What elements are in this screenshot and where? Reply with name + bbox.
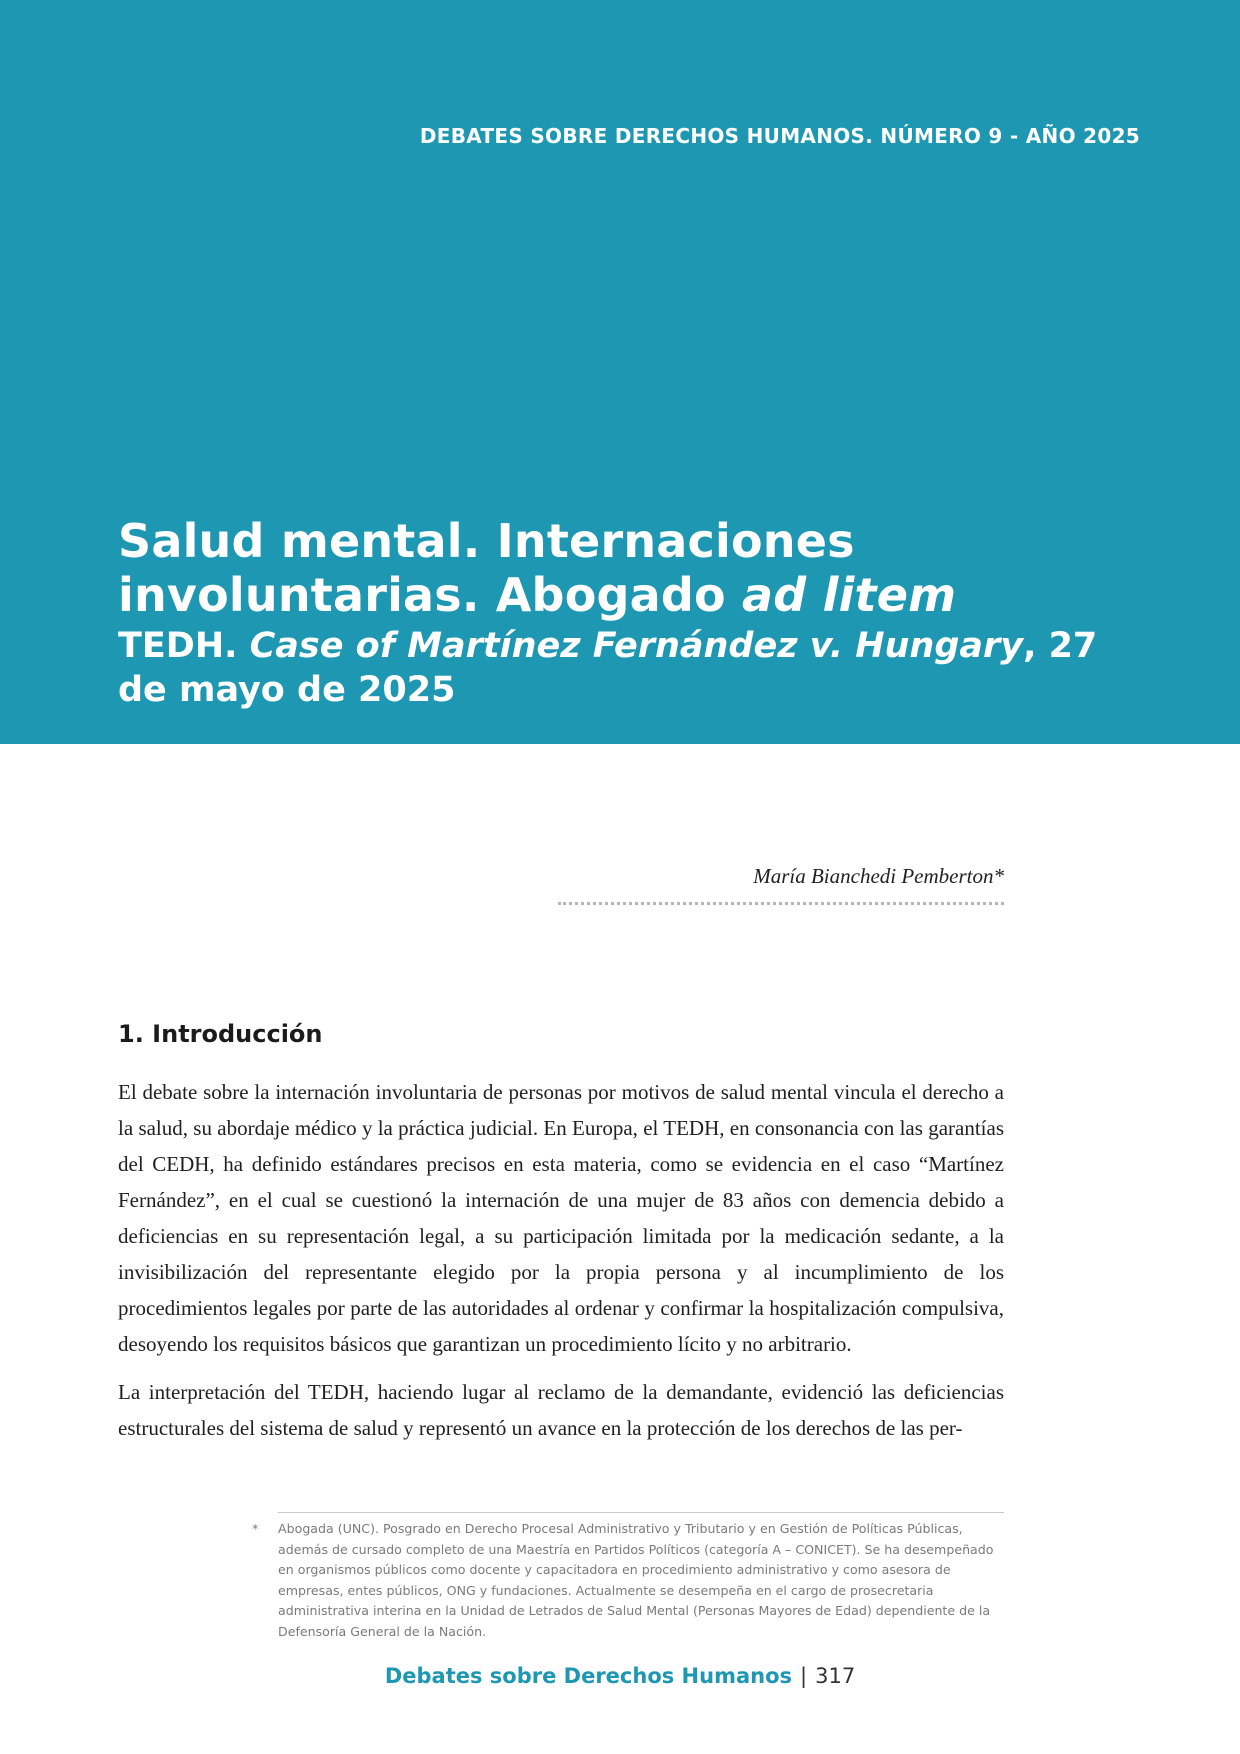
footnote-text: Abogada (UNC). Posgrado en Derecho Procesal Administrativo y Tributario y en Gestión de Políticas Públicas, además de cursado completo de una Maestría en Partidos Políticos (categoría A – CONICET). Se ha desempeñado en organismos públicos como docente y capacitadora en procedimiento administrativo y como asesora de empresas, entes públicos, ONG y fundaciones. Actualmente se desempeña en el cargo de prosecretaria administrativa interina en la Unidad de Letrados de Salud Mental (Personas Mayores de Edad) dependiente de la Defensoría General de la Nación. [278, 1521, 994, 1639]
author-divider [558, 902, 1004, 905]
subtitle-case: Case of Martínez Fernández v. Hungary [249, 626, 1024, 666]
footer-separator: | [800, 1664, 808, 1688]
title-line-1: Salud mental. Internaciones [118, 514, 855, 568]
paragraph: La interpretación del TEDH, haciendo lugar al reclamo de la demandante, evidenció las deficiencias estructurales del sistema de salud y representó un avance en la protección de los derechos de las per- [118, 1380, 1004, 1440]
subtitle-court: TEDH. [118, 626, 250, 666]
page-number: 317 [815, 1664, 856, 1688]
title-main [118, 514, 1138, 622]
running-head: DEBATES SOBRE DERECHOS HUMANOS. NÚMERO 9 - AÑO 2025 [419, 124, 1140, 148]
title-line-2-italic: ad litem [742, 568, 957, 622]
author-name: María Bianchedi Pemberton* [753, 864, 1004, 888]
paragraph: El debate sobre la internación involuntaria de personas por motivos de salud mental vincula el derecho a la salud, su abordaje médico y la práctica judicial. En Europa, el TEDH, en consonancia con las garantías del CEDH, ha definido estándares precisos en esta materia, como se evidencia en el caso “Martínez Fernández”, en el cual se cuestionó la internación de una mujer de 83 años con demencia debido a deficiencias en su representación legal, a su participación limitada por la medicación sedante, a la invisibilización del representante elegido por la propia persona y al incumplimiento de los procedimientos legales por parte de las autoridades al ordenar y confirmar la hospitalización compulsiva, desoyendo los requisitos básicos que garantizan un procedimiento lícito y no arbitrario. [118, 1080, 1004, 1356]
section-heading: 1. Introducción [118, 1020, 323, 1048]
page-footer [0, 1664, 1240, 1688]
header-band [0, 0, 1240, 744]
body-text [118, 1074, 1004, 1458]
subtitle-date: , 27 de mayo de 2025 [118, 626, 1098, 710]
footer-journal-name: Debates sobre Derechos Humanos [384, 1664, 793, 1688]
footnote-mark: * [252, 1521, 259, 1536]
title-line-2: involuntarias. Abogado [118, 568, 743, 622]
footnote [252, 1512, 1004, 1643]
title-subtitle [118, 624, 1138, 712]
article-title [118, 514, 1138, 712]
